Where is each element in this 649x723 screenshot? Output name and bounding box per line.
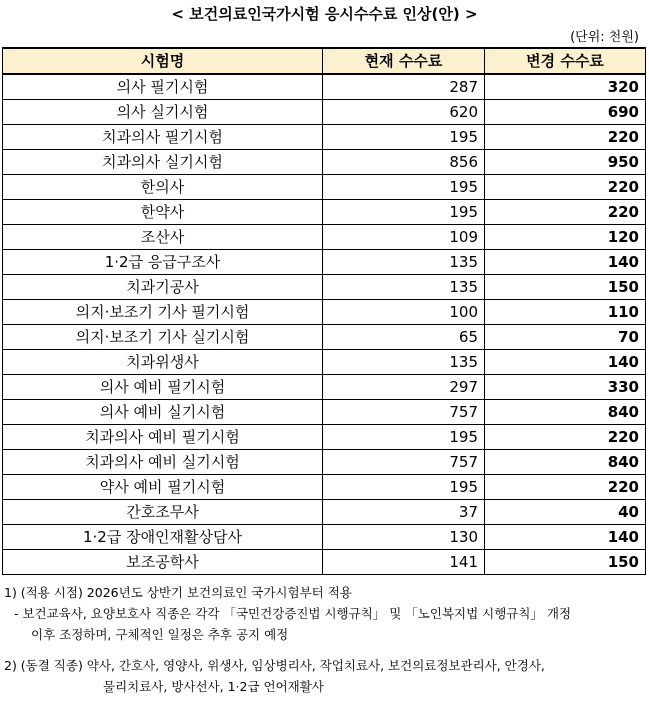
- new-fee-cell: 220: [485, 425, 646, 450]
- table-row: [3, 200, 646, 225]
- fee-table-body: [3, 74, 646, 575]
- exam-name-cell: 한약사: [3, 200, 323, 225]
- current-fee-cell: 297: [323, 375, 485, 400]
- new-fee-cell: 150: [485, 275, 646, 300]
- current-fee-cell: 135: [323, 250, 485, 275]
- exam-name-cell: 한의사: [3, 175, 323, 200]
- new-fee-cell: 220: [485, 125, 646, 150]
- table-row: [3, 125, 646, 150]
- new-fee-cell: 330: [485, 375, 646, 400]
- exam-name-cell: 조산사: [3, 225, 323, 250]
- current-fee-cell: 109: [323, 225, 485, 250]
- exam-name-cell: 의지·보조기 기사 실기시험: [3, 325, 323, 350]
- note-2-line-2: 물리치료사, 방사선사, 1·2급 언어재활사: [103, 679, 324, 694]
- exam-name-cell: 치과위생사: [3, 350, 323, 375]
- footnotes: [4, 582, 645, 697]
- new-fee-cell: 110: [485, 300, 646, 325]
- table-header-row: [3, 48, 646, 74]
- table-row: [3, 100, 646, 125]
- current-fee-cell: 100: [323, 300, 485, 325]
- table-row: [3, 150, 646, 175]
- current-fee-cell: 65: [323, 325, 485, 350]
- table-row: [3, 74, 646, 100]
- current-fee-cell: 37: [323, 500, 485, 525]
- table-row: [3, 500, 646, 525]
- new-fee-cell: 40: [485, 500, 646, 525]
- table-row: [3, 450, 646, 475]
- page-title: < 보건의료인국가시험 응시수수료 인상(안) >: [171, 5, 478, 23]
- current-fee-cell: 135: [323, 350, 485, 375]
- new-fee-cell: 950: [485, 150, 646, 175]
- table-row: [3, 225, 646, 250]
- exam-name-cell: 의사 예비 필기시험: [3, 375, 323, 400]
- exam-name-cell: 치과의사 필기시험: [3, 125, 323, 150]
- exam-name-cell: 치과의사 실기시험: [3, 150, 323, 175]
- current-fee-cell: 620: [323, 100, 485, 125]
- table-row: [3, 550, 646, 575]
- exam-name-cell: 의사 실기시험: [3, 100, 323, 125]
- exam-name-cell: 보조공학사: [3, 550, 323, 575]
- new-fee-cell: 70: [485, 325, 646, 350]
- exam-name-cell: 의사 필기시험: [3, 74, 323, 100]
- fee-table: [2, 47, 646, 575]
- new-fee-cell: 120: [485, 225, 646, 250]
- table-row: [3, 325, 646, 350]
- table-row: [3, 425, 646, 450]
- current-fee-cell: 195: [323, 125, 485, 150]
- new-fee-cell: 140: [485, 525, 646, 550]
- new-fee-cell: 140: [485, 350, 646, 375]
- table-row: [3, 375, 646, 400]
- table-row: [3, 525, 646, 550]
- header-current-fee: 현재 수수료: [323, 48, 485, 74]
- note-1-sub-line-1: - 보건교육사, 요양보호사 직종은 각각 「국민건강증진법 시행규칙」 및 「노인복지법 시행규칙」 개정: [14, 606, 572, 621]
- current-fee-cell: 195: [323, 175, 485, 200]
- exam-name-cell: 약사 예비 필기시험: [3, 475, 323, 500]
- new-fee-cell: 140: [485, 250, 646, 275]
- exam-name-cell: 치과의사 예비 필기시험: [3, 425, 323, 450]
- current-fee-cell: 135: [323, 275, 485, 300]
- current-fee-cell: 287: [323, 74, 485, 100]
- table-row: [3, 175, 646, 200]
- note-1: 1) (적용 시점) 2026년도 상반기 보건의료인 국가시험부터 적용: [4, 585, 352, 600]
- table-row: [3, 400, 646, 425]
- current-fee-cell: 856: [323, 150, 485, 175]
- current-fee-cell: 195: [323, 425, 485, 450]
- exam-name-cell: 치과기공사: [3, 275, 323, 300]
- current-fee-cell: 757: [323, 400, 485, 425]
- new-fee-cell: 150: [485, 550, 646, 575]
- current-fee-cell: 757: [323, 450, 485, 475]
- unit-label: (단위: 천원): [570, 30, 639, 45]
- header-exam-name: 시험명: [3, 48, 323, 74]
- new-fee-cell: 320: [485, 74, 646, 100]
- note-2-line-1: 2) (동결 직종) 약사, 간호사, 영양사, 위생사, 임상병리사, 작업치료사, 보건의료정보관리사, 안경사,: [4, 658, 545, 673]
- current-fee-cell: 141: [323, 550, 485, 575]
- new-fee-cell: 220: [485, 475, 646, 500]
- table-row: [3, 475, 646, 500]
- exam-name-cell: 치과의사 예비 실기시험: [3, 450, 323, 475]
- table-row: [3, 350, 646, 375]
- current-fee-cell: 195: [323, 475, 485, 500]
- exam-name-cell: 간호조무사: [3, 500, 323, 525]
- exam-name-cell: 1·2급 장애인재활상담사: [3, 525, 323, 550]
- header-new-fee: 변경 수수료: [485, 48, 646, 74]
- new-fee-cell: 840: [485, 400, 646, 425]
- new-fee-cell: 220: [485, 200, 646, 225]
- table-row: [3, 275, 646, 300]
- current-fee-cell: 195: [323, 200, 485, 225]
- exam-name-cell: 의지·보조기 기사 필기시험: [3, 300, 323, 325]
- new-fee-cell: 690: [485, 100, 646, 125]
- table-row: [3, 300, 646, 325]
- table-row: [3, 250, 646, 275]
- new-fee-cell: 840: [485, 450, 646, 475]
- current-fee-cell: 130: [323, 525, 485, 550]
- note-gap: [4, 645, 645, 655]
- exam-name-cell: 의사 예비 실기시험: [3, 400, 323, 425]
- note-1-sub-line-2: 이후 조정하며, 구체적인 일정은 추후 공지 예정: [31, 627, 289, 642]
- new-fee-cell: 220: [485, 175, 646, 200]
- exam-name-cell: 1·2급 응급구조사: [3, 250, 323, 275]
